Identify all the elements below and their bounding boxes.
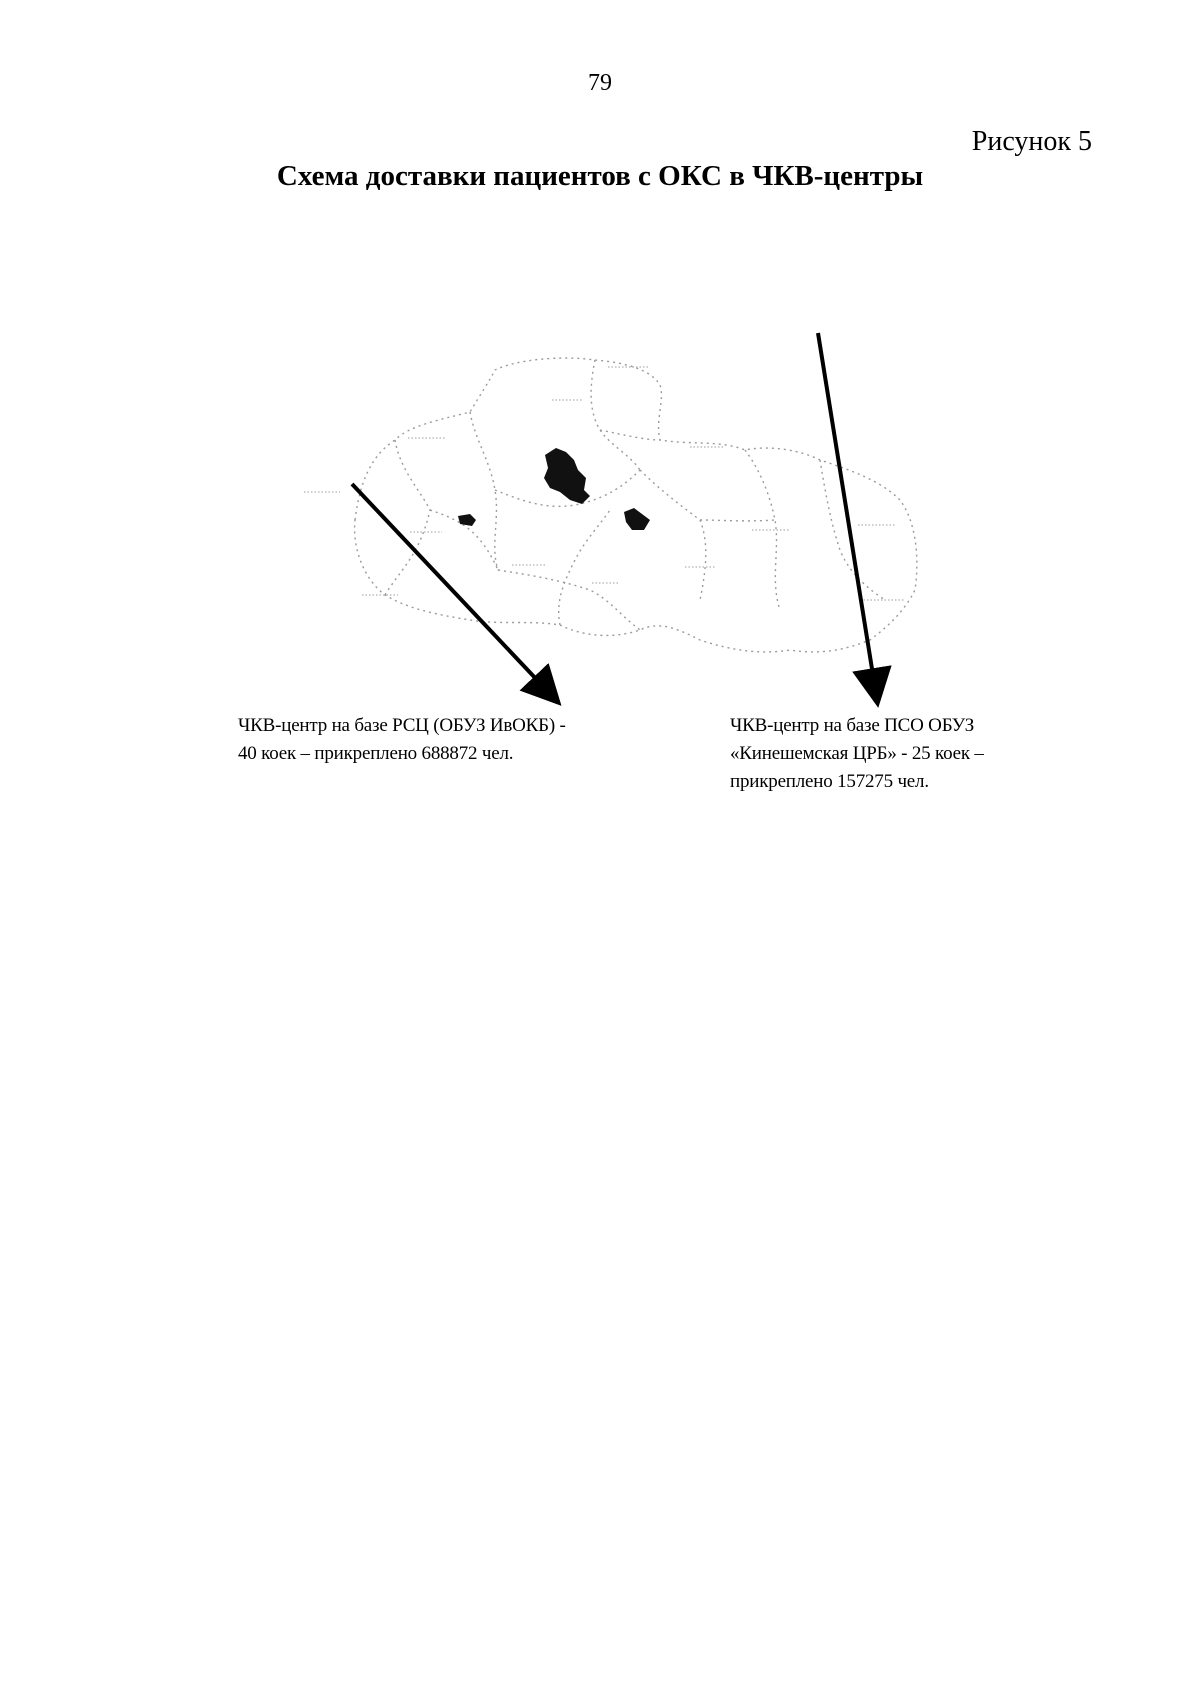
callout-left-caption <box>238 712 638 768</box>
callout-right-line-1: ЧКВ-центр на базе ПСО ОБУЗ <box>730 715 975 736</box>
callout-right-line-3: прикреплено 157275 чел. <box>730 771 929 792</box>
callout-arrow-left <box>352 484 556 700</box>
callout-right-line-2: «Кинешемская ЦРБ» - 25 коек – <box>730 743 984 764</box>
district-borders <box>355 358 917 652</box>
district-label-marks <box>304 367 905 600</box>
pci-center-marker <box>458 448 650 530</box>
callout-left-line-1: ЧКВ-центр на базе РСЦ (ОБУЗ ИвОКБ) - <box>238 715 566 736</box>
figure-title: Схема доставки пациентов с ОКС в ЧКВ-центры <box>276 160 924 192</box>
figure-label: Рисунок 5 <box>971 126 1092 157</box>
callout-right-caption <box>730 712 1060 796</box>
callout-arrow-right <box>818 333 877 700</box>
page-number: 79 <box>588 70 612 96</box>
callout-left-line-2: 40 коек – прикреплено 688872 чел. <box>238 743 514 764</box>
